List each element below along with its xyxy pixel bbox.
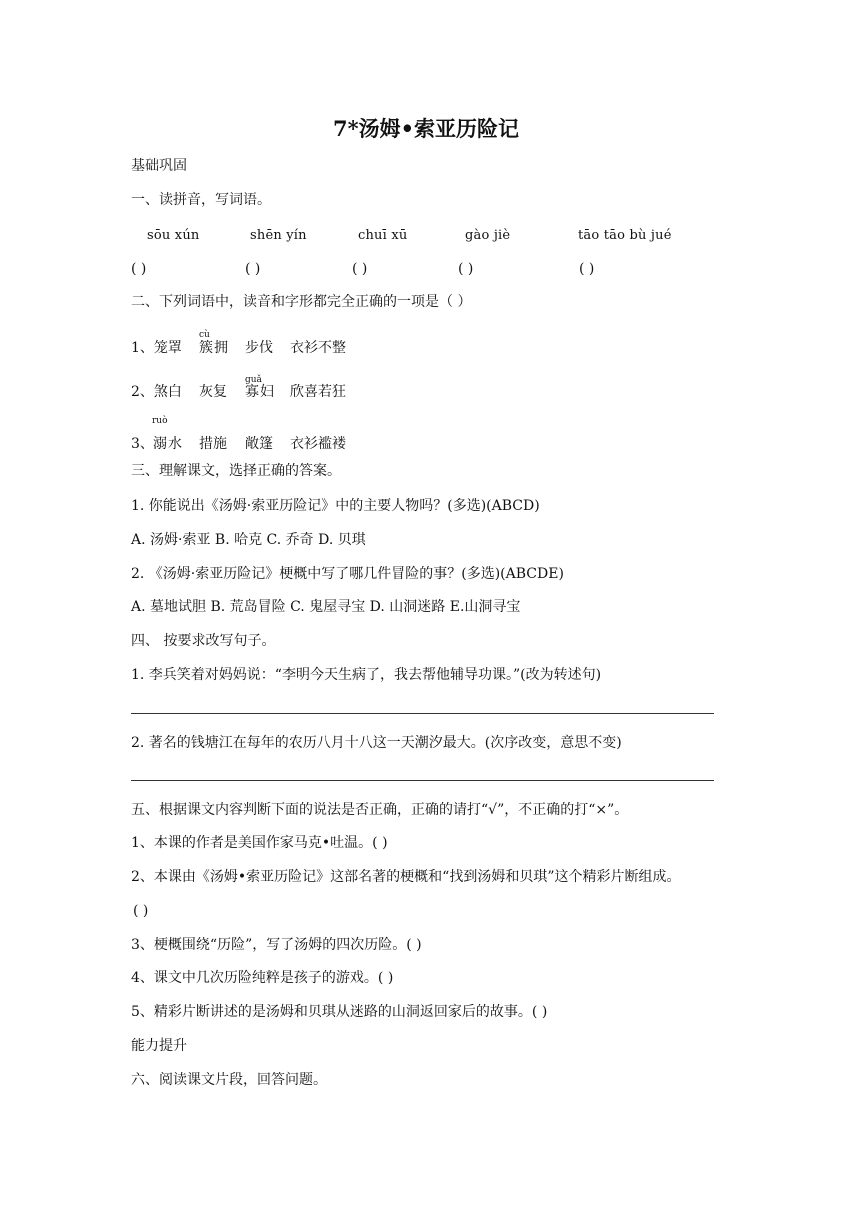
- pinyin-3: chuī xū: [358, 228, 408, 243]
- judgement-item-2: 2、本课由《汤姆•索亚历险记》这部名著的梗概和“找到汤姆和贝琪”这个精彩片断组成。: [131, 869, 681, 885]
- section-heading-basic: 基础巩固: [131, 158, 187, 174]
- option-2-ruby-base: 寡: [245, 384, 259, 400]
- option-1-word-3: 衣衫不整: [290, 340, 346, 356]
- question-3-item-1: 1. 你能说出《汤姆·索亚历险记》中的主要人物吗？(多选)(ABCD): [131, 498, 540, 514]
- question-4-item-1: 1. 李兵笑着对妈妈说：“李明今天生病了，我去帮他辅导功课。”(改为转述句): [131, 667, 602, 683]
- answer-line-1[interactable]: [131, 713, 714, 714]
- question-4-heading: 四、 按要求改写句子。: [131, 633, 276, 649]
- pinyin-2: shēn yín: [250, 228, 307, 243]
- question-3-item-1-options: A. 汤姆·索亚 B. 哈克 C. 乔奇 D. 贝琪: [131, 532, 366, 548]
- option-3-word-1: 水: [168, 436, 182, 452]
- answer-line-2[interactable]: [131, 780, 714, 781]
- ruby-annotation-3: ruò: [152, 416, 168, 426]
- option-3-ruby-base: 溺: [153, 436, 167, 452]
- ruby-annotation-1: cù: [199, 330, 210, 340]
- pinyin-1: sōu xún: [147, 228, 200, 243]
- question-4-item-2: 2. 著名的钱塘江在每年的农历八月十八这一天潮汐最大。(次序改变，意思不变): [131, 735, 622, 751]
- option-3-word-3: 敞篷: [245, 436, 273, 452]
- section-heading-ability: 能力提升: [131, 1038, 187, 1054]
- answer-blank-5[interactable]: ( ): [579, 261, 595, 277]
- question-2-heading: 二、下列词语中，读音和字形都完全正确的一项是（ ）: [131, 294, 472, 310]
- option-3-label: 3、: [131, 436, 154, 452]
- question-6-heading: 六、阅读课文片段，回答问题。: [131, 1072, 327, 1088]
- question-3-item-2-options: A. 墓地试胆 B. 荒岛冒险 C. 鬼屋寻宝 D. 山洞迷路 E.山洞寻宝: [131, 599, 521, 615]
- pinyin-5: tāo tāo bù jué: [578, 228, 672, 243]
- answer-blank-4[interactable]: ( ): [458, 261, 474, 277]
- question-3-heading: 三、理解课文，选择正确的答案。: [131, 463, 341, 479]
- option-1-word-2: 步伐: [245, 340, 273, 356]
- question-1-heading: 一、读拼音，写词语。: [131, 192, 271, 208]
- answer-blank-1[interactable]: ( ): [131, 261, 147, 277]
- ruby-annotation-2: guǎ: [245, 375, 262, 385]
- answer-blank-2[interactable]: ( ): [245, 261, 261, 277]
- judgement-item-2-blank[interactable]: ( ): [133, 903, 149, 919]
- option-2-word-3: 欣喜若狂: [290, 384, 346, 400]
- option-3-word-2: 措施: [199, 436, 227, 452]
- page-title: 7*汤姆•索亚历险记: [333, 116, 520, 141]
- pinyin-4: gào jiè: [465, 228, 511, 243]
- option-3-word-4: 衣衫褴褛: [290, 436, 346, 452]
- judgement-item-5: 5、精彩片断讲述的是汤姆和贝琪从迷路的山洞返回家后的故事。( ): [131, 1004, 548, 1020]
- answer-blank-3[interactable]: ( ): [352, 261, 368, 277]
- judgement-item-4: 4、课文中几次历险纯粹是孩子的游戏。( ): [131, 970, 394, 986]
- option-1-ruby-base: 簇: [199, 340, 213, 356]
- judgement-item-1: 1、本课的作者是美国作家马克•吐温。( ): [131, 835, 388, 851]
- option-2-word-1: 灰复: [199, 384, 227, 400]
- option-2-word-2: 妇: [260, 384, 274, 400]
- question-5-heading: 五、根据课文内容判断下面的说法是否正确，正确的请打“√”，不正确的打“×”。: [131, 802, 629, 818]
- question-3-item-2: 2. 《汤姆·索亚历险记》梗概中写了哪几件冒险的事？(多选)(ABCDE): [131, 566, 564, 582]
- judgement-item-3: 3、梗概围绕“历险”，写了汤姆的四次历险。( ): [131, 937, 422, 953]
- option-1-label: 1、笼罩: [131, 340, 182, 356]
- option-1-word-1: 拥: [214, 340, 228, 356]
- option-2-label: 2、煞白: [131, 384, 182, 400]
